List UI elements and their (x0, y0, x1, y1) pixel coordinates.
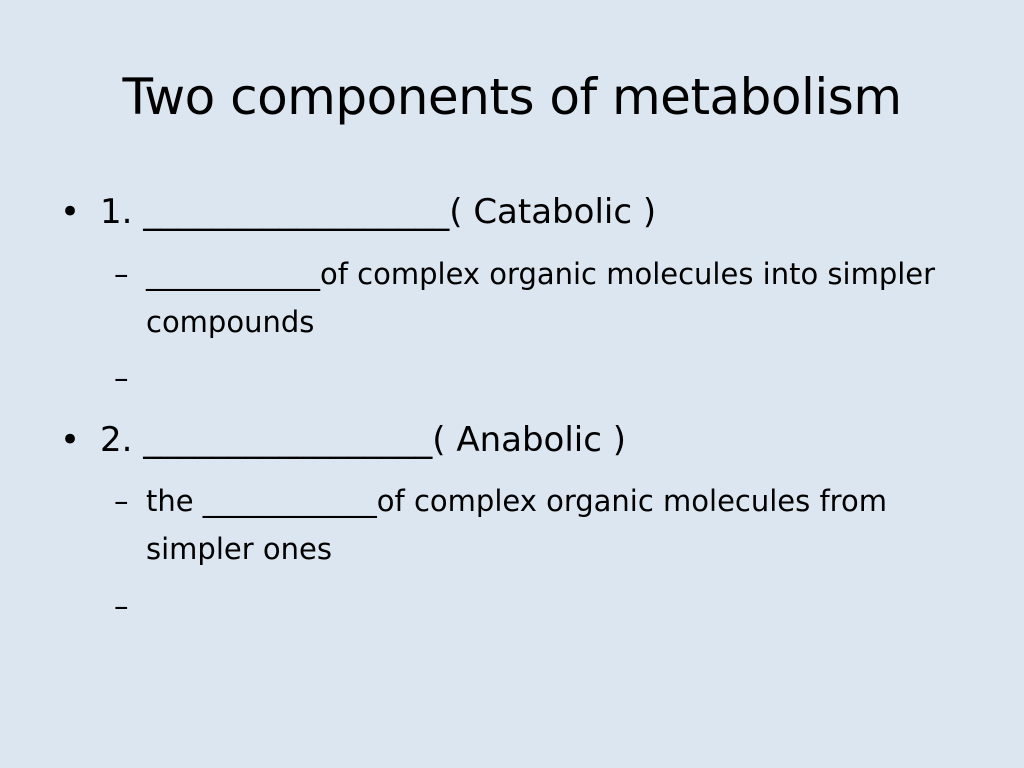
dash-marker: – (114, 361, 129, 395)
dash-marker: – (114, 257, 129, 291)
bullet-text: 2. _________________( Anabolic ) (100, 420, 627, 460)
bullet-text: 1. __________________( Catabolic ) (100, 192, 657, 232)
sub-item-text: the ____________of complex organic molecules from simpler ones (146, 484, 887, 566)
bullet-marker: • (60, 420, 81, 460)
bullet-item-catabolic (60, 190, 656, 234)
dash-marker: – (114, 484, 129, 518)
bullet-item-anabolic (60, 418, 626, 462)
slide-title: Two components of metabolism (122, 68, 902, 126)
sub-item-text: ____________of complex organic molecules into simpler compounds (146, 257, 936, 339)
bullet-marker: • (60, 192, 81, 232)
dash-marker: – (114, 589, 129, 623)
sub-item-anabolic-definition (114, 477, 984, 573)
sub-item-catabolic-definition (114, 250, 984, 346)
